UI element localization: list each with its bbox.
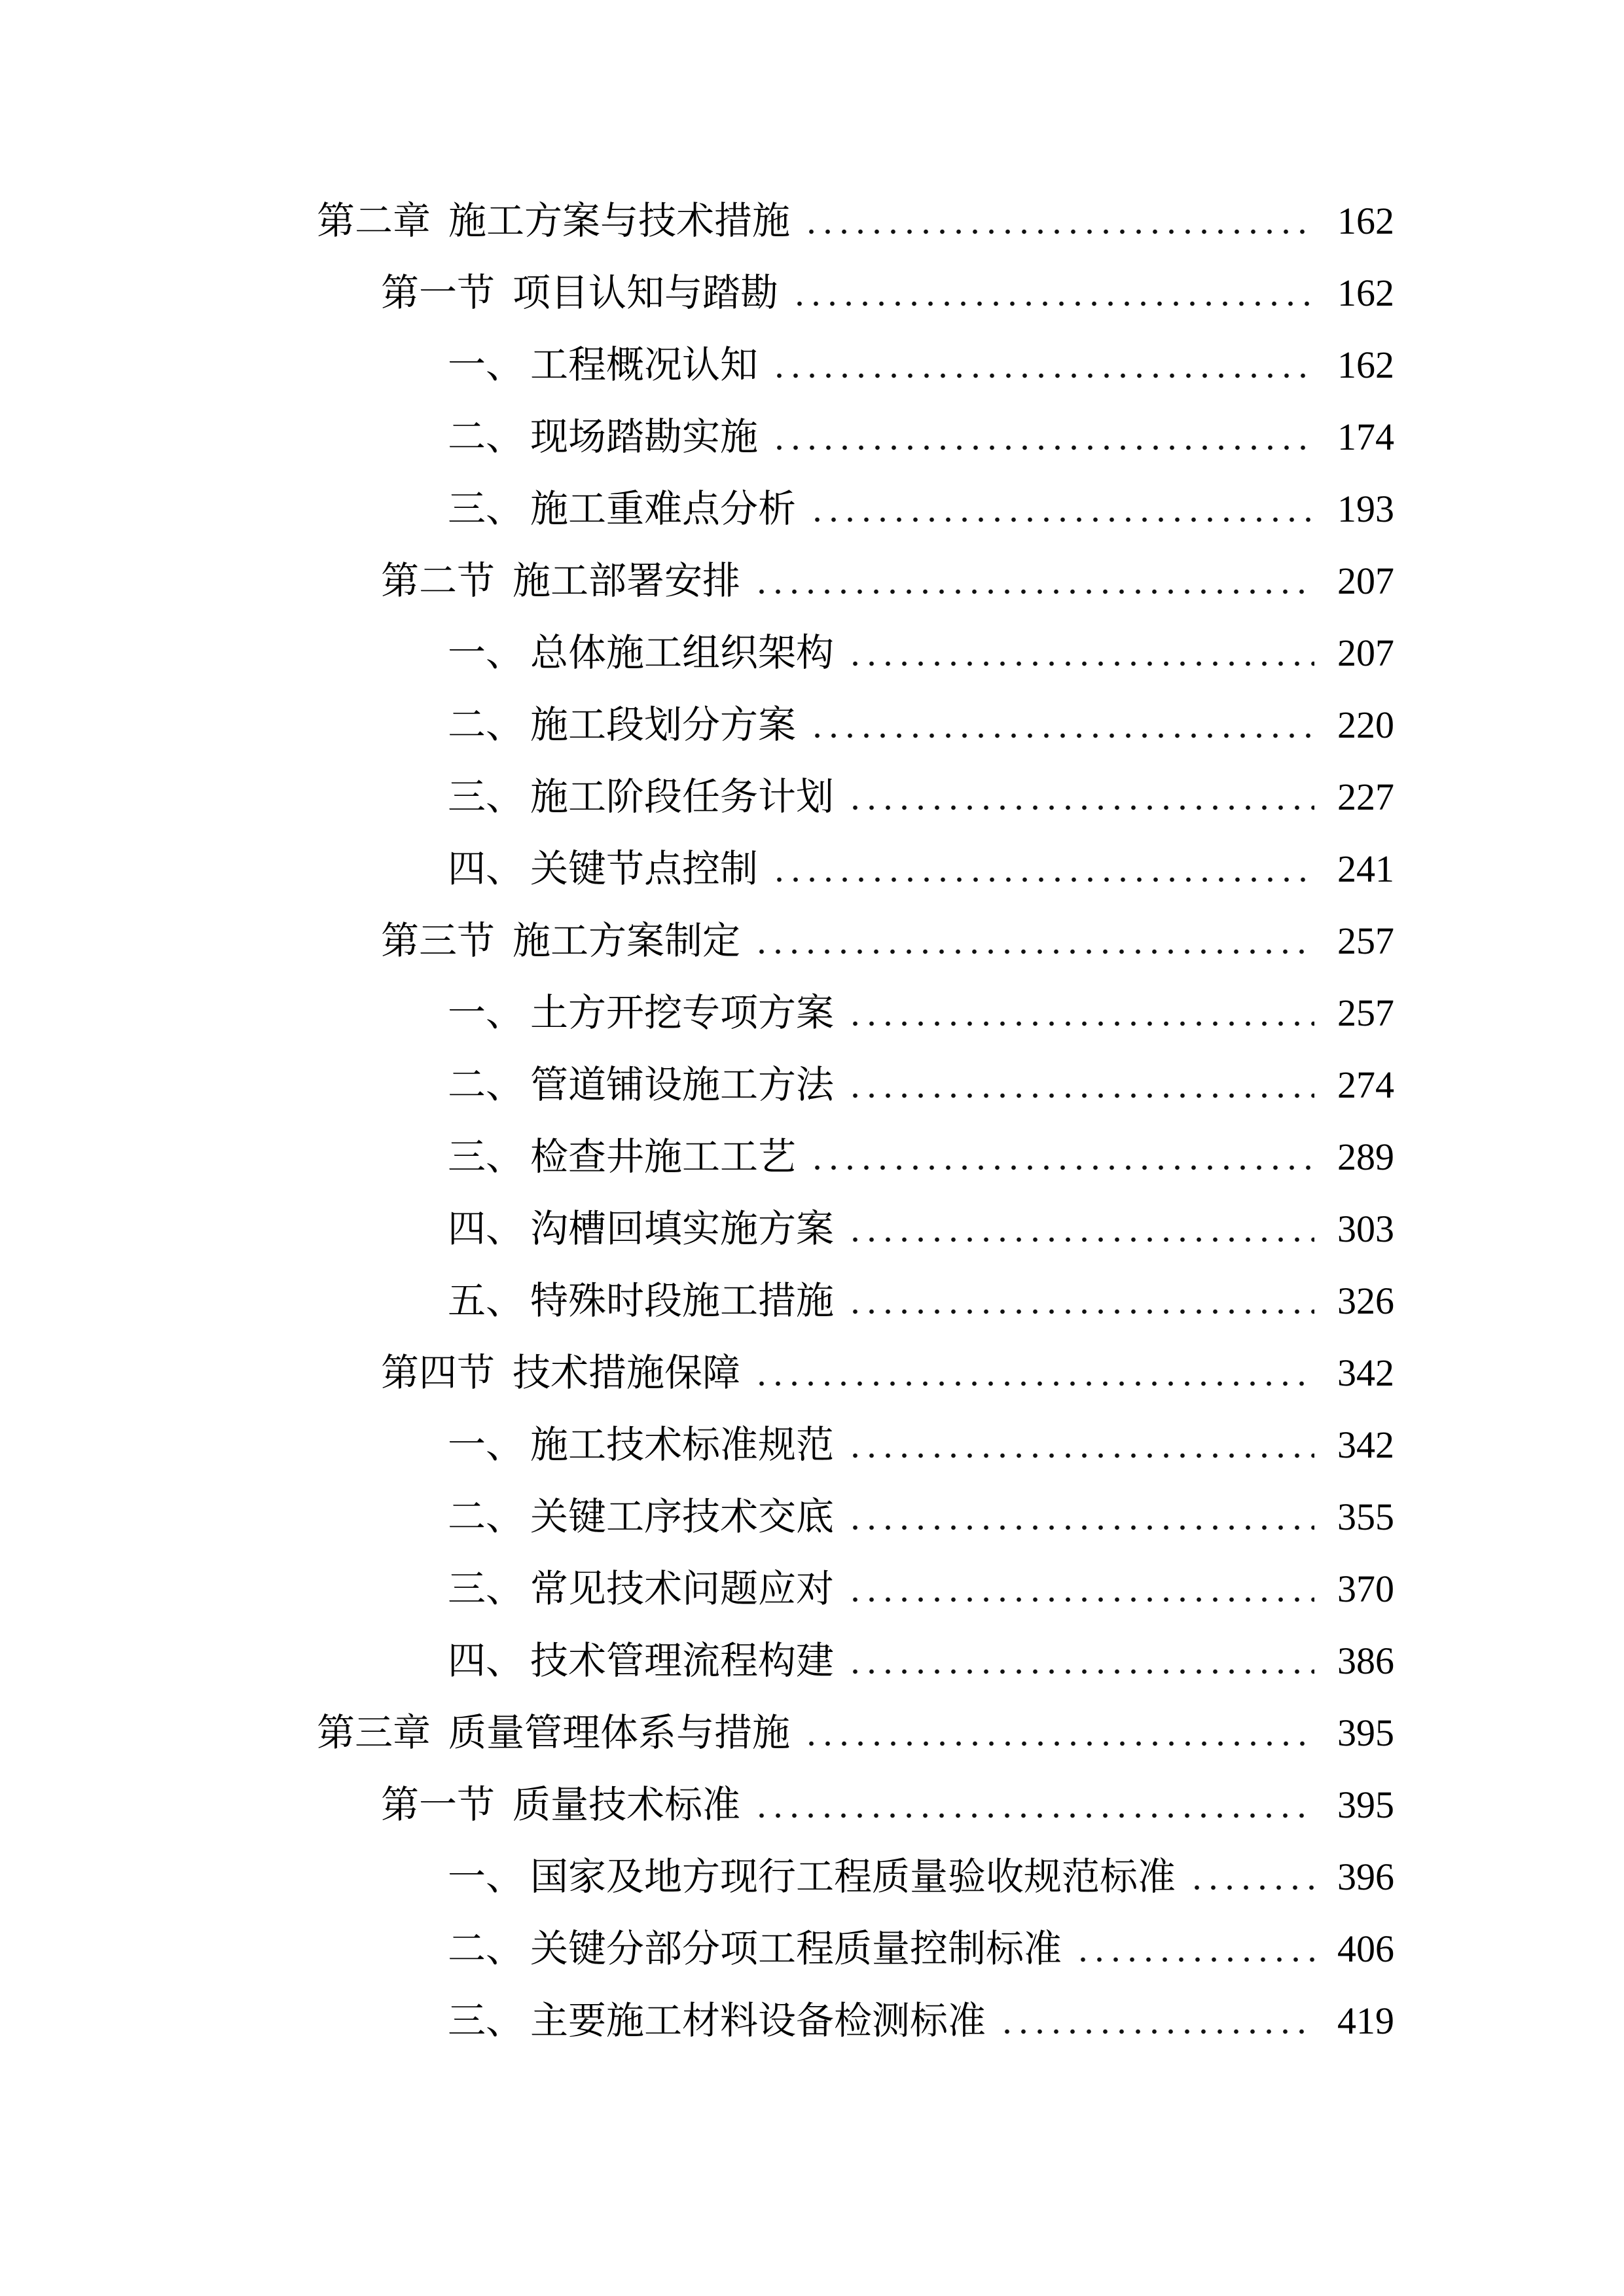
toc-entry-page-number: 395 <box>1337 1712 1394 1754</box>
toc-entry-title: 常见技术问题应对 <box>530 1568 835 1610</box>
toc-entry-title: 施工技术标准规范 <box>530 1424 835 1466</box>
toc-entry-page-number: 220 <box>1337 704 1394 746</box>
toc-entry-title: 质量技术标准 <box>513 1784 741 1826</box>
toc-entry-number-label: 二、 <box>448 1496 524 1538</box>
toc-entry-number-label: 三、 <box>448 488 524 530</box>
dot-leader <box>771 372 1314 379</box>
toc-entry-number-label: 一、 <box>448 632 524 674</box>
dot-leader <box>847 1092 1314 1099</box>
toc-entry-page-number: 396 <box>1337 1856 1394 1898</box>
toc-entry[interactable] <box>0 1337 1394 1409</box>
toc-entry[interactable] <box>0 761 1394 833</box>
toc-entry[interactable] <box>0 329 1394 401</box>
toc-entry-number-label: 五、 <box>448 1280 524 1322</box>
toc-entry-number-label: 四、 <box>448 1208 524 1250</box>
toc-entry-title: 检查井施工工艺 <box>530 1136 797 1178</box>
dot-leader <box>753 1380 1314 1387</box>
toc-entry[interactable] <box>0 1049 1394 1121</box>
toc-entry-page-number: 162 <box>1337 272 1394 314</box>
toc-entry-title: 土方开挖专项方案 <box>530 992 835 1034</box>
toc-entry[interactable] <box>0 257 1394 329</box>
dot-leader <box>753 948 1314 955</box>
toc-entry-page-number: 386 <box>1337 1640 1394 1682</box>
toc-entry-number-label: 三、 <box>448 1136 524 1178</box>
toc-entry-title: 质量管理体系与措施 <box>448 1712 791 1754</box>
dot-leader <box>771 444 1314 451</box>
toc-entry-title: 施工方案制定 <box>513 920 741 962</box>
toc-entry-title: 施工重难点分析 <box>530 488 797 530</box>
toc-entry[interactable] <box>0 1121 1394 1193</box>
toc-entry[interactable] <box>0 1481 1394 1553</box>
toc-entry-title: 主要施工材料设备检测标准 <box>530 2000 986 2042</box>
dot-leader <box>753 588 1314 595</box>
toc-entry-title: 现场踏勘实施 <box>530 416 759 458</box>
toc-entry-page-number: 406 <box>1337 1928 1394 1970</box>
dot-leader <box>803 1740 1314 1747</box>
toc-entry-page-number: 241 <box>1337 848 1394 890</box>
dot-leader <box>847 1308 1314 1315</box>
toc-entry-number-label: 第二节 <box>381 560 496 602</box>
toc-entry-page-number: 227 <box>1337 776 1394 818</box>
toc-entry-page-number: 326 <box>1337 1280 1394 1322</box>
dot-leader <box>1189 1884 1314 1891</box>
toc-entry-page-number: 355 <box>1337 1496 1394 1538</box>
toc-entry-title: 关键工序技术交底 <box>530 1496 835 1538</box>
toc-entry[interactable] <box>0 689 1394 761</box>
toc-entry-page-number: 257 <box>1337 920 1394 962</box>
toc-entry[interactable] <box>0 401 1394 473</box>
toc-entry[interactable] <box>0 1193 1394 1265</box>
toc-entry-title: 技术管理流程构建 <box>530 1640 835 1682</box>
toc-entry-number-label: 第四节 <box>381 1352 496 1394</box>
toc-entry-page-number: 289 <box>1337 1136 1394 1178</box>
dot-leader <box>847 1524 1314 1531</box>
toc-entry-number-label: 四、 <box>448 848 524 890</box>
toc-entry-page-number: 274 <box>1337 1064 1394 1106</box>
toc-entry-number-label: 第三节 <box>381 920 496 962</box>
toc-entry[interactable] <box>0 1769 1394 1841</box>
toc-entry-title: 特殊时段施工措施 <box>530 1280 835 1322</box>
toc-entry[interactable] <box>0 905 1394 977</box>
dot-leader <box>809 516 1314 523</box>
toc-entry-page-number: 193 <box>1337 488 1394 530</box>
toc-entry[interactable] <box>0 617 1394 689</box>
toc-entry-title: 管道铺设施工方法 <box>530 1064 835 1106</box>
dot-leader <box>1075 1956 1314 1963</box>
toc-entry[interactable] <box>0 1841 1394 1913</box>
toc-entry-number-label: 三、 <box>448 776 524 818</box>
dot-leader <box>847 660 1314 667</box>
toc-entry[interactable] <box>0 1625 1394 1697</box>
toc-entry-page-number: 342 <box>1337 1352 1394 1394</box>
toc-entry-page-number: 257 <box>1337 992 1394 1034</box>
toc-entry-number-label: 一、 <box>448 1856 524 1898</box>
dot-leader <box>999 2028 1314 2035</box>
toc-entry-page-number: 370 <box>1337 1568 1394 1610</box>
toc-entry-page-number: 162 <box>1337 344 1394 386</box>
toc-entry-title: 施工方案与技术措施 <box>448 200 791 242</box>
toc-entry-number-label: 二、 <box>448 1928 524 1970</box>
toc-entry-number-label: 二、 <box>448 704 524 746</box>
toc-entry-number-label: 二、 <box>448 1064 524 1106</box>
dot-leader <box>791 300 1314 307</box>
toc-entry[interactable] <box>0 1265 1394 1337</box>
toc-entry-title: 技术措施保障 <box>513 1352 741 1394</box>
toc-entry-number-label: 第一节 <box>381 1784 496 1826</box>
toc-entry-page-number: 342 <box>1337 1424 1394 1466</box>
dot-leader <box>847 1596 1314 1603</box>
toc-entry-page-number: 207 <box>1337 560 1394 602</box>
toc-entry[interactable] <box>0 1409 1394 1481</box>
toc-entry[interactable] <box>0 185 1394 257</box>
dot-leader <box>753 1812 1314 1819</box>
toc-entry-title: 施工部署安排 <box>513 560 741 602</box>
toc-entry[interactable] <box>0 1697 1394 1769</box>
dot-leader <box>847 804 1314 811</box>
dot-leader <box>803 228 1314 235</box>
dot-leader <box>809 732 1314 739</box>
toc-entry[interactable] <box>0 473 1394 545</box>
toc-entry-number-label: 三、 <box>448 1568 524 1610</box>
toc-entry-number-label: 二、 <box>448 416 524 458</box>
toc-entry-title: 关键分部分项工程质量控制标准 <box>530 1928 1062 1970</box>
toc-entry-number-label: 三、 <box>448 2000 524 2042</box>
toc-entry[interactable] <box>0 1985 1394 2057</box>
toc-entry-page-number: 303 <box>1337 1208 1394 1250</box>
toc-entry-number-label: 一、 <box>448 992 524 1034</box>
toc-entry-page-number: 419 <box>1337 2000 1394 2042</box>
toc-entry-number-label: 第三章 <box>317 1712 431 1754</box>
toc-entry-title: 国家及地方现行工程质量验收规范标准 <box>530 1856 1176 1898</box>
toc-entry-number-label: 第二章 <box>317 200 431 242</box>
toc-entry-number-label: 一、 <box>448 1424 524 1466</box>
toc-entry[interactable] <box>0 833 1394 905</box>
dot-leader <box>809 1164 1314 1171</box>
toc-entry-title: 总体施工组织架构 <box>530 632 835 674</box>
toc-entry-title: 项目认知与踏勘 <box>513 272 779 314</box>
toc-entry-page-number: 174 <box>1337 416 1394 458</box>
dot-leader <box>847 1020 1314 1027</box>
toc-entry-page-number: 207 <box>1337 632 1394 674</box>
toc-entry[interactable] <box>0 1913 1394 1985</box>
dot-leader <box>771 876 1314 883</box>
dot-leader <box>847 1452 1314 1459</box>
dot-leader <box>847 1668 1314 1675</box>
toc-entry-title: 工程概况认知 <box>530 344 759 386</box>
toc-entry-number-label: 四、 <box>448 1640 524 1682</box>
toc-entry-title: 关键节点控制 <box>530 848 759 890</box>
toc-entry-title: 施工段划分方案 <box>530 704 797 746</box>
toc-entry-page-number: 395 <box>1337 1784 1394 1826</box>
toc-entry-title: 施工阶段任务计划 <box>530 776 835 818</box>
toc-entry-number-label: 一、 <box>448 344 524 386</box>
toc-entry[interactable] <box>0 545 1394 617</box>
toc-entry[interactable] <box>0 977 1394 1049</box>
toc-entry[interactable] <box>0 1553 1394 1625</box>
toc-entry-number-label: 第一节 <box>381 272 496 314</box>
dot-leader <box>847 1236 1314 1243</box>
toc-entry-page-number: 162 <box>1337 200 1394 242</box>
toc-entry-title: 沟槽回填实施方案 <box>530 1208 835 1250</box>
